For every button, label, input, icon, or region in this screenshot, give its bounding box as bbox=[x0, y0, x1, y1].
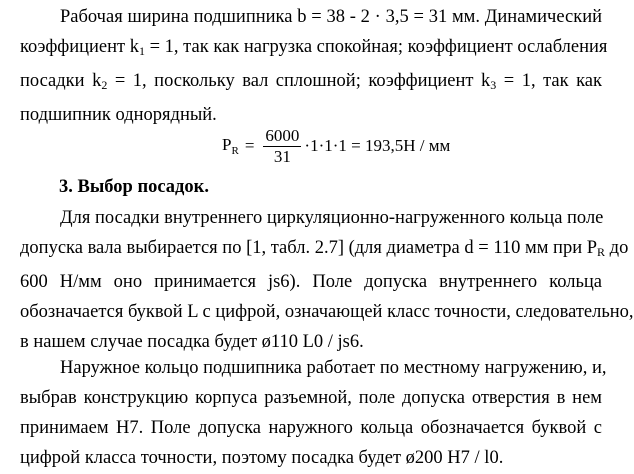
text-span: коэффициент k bbox=[20, 37, 139, 57]
text-span: = 1, поскольку вал сплошной; коэффициент k bbox=[107, 71, 491, 91]
fraction-numerator: 6000 bbox=[265, 125, 300, 145]
text-line bbox=[20, 353, 607, 383]
text-span: выбрав конструкцию корпуса разъемной, поле допуска отверстия в нем bbox=[20, 388, 602, 408]
text-span: цифрой класса точности, поэтому посадка будет ø200 Н7 / l0. bbox=[20, 448, 504, 468]
text-span: в нашем случае посадка будет ø110 L0 / js6. bbox=[20, 332, 364, 352]
formula-rest: ·1·1·1 = 193,5Н / мм bbox=[304, 136, 451, 155]
text-span: допуска вала выбирается по [1, табл. 2.7] (для диаметра d = 110 мм при P bbox=[20, 238, 598, 258]
paragraph-bearing-width bbox=[20, 2, 608, 130]
text-span: = 1, так как bbox=[496, 71, 603, 91]
text-line bbox=[20, 2, 602, 32]
text-line bbox=[20, 233, 629, 267]
text-span: до bbox=[605, 238, 629, 258]
text-line bbox=[20, 443, 602, 473]
text-line bbox=[20, 267, 602, 297]
text-span: обозначается буквой L с цифрой, означающей класс точности, следовательно, bbox=[20, 302, 634, 322]
text-line bbox=[20, 297, 634, 327]
paragraph-inner-ring bbox=[20, 203, 634, 357]
formula-symbol: P bbox=[222, 135, 232, 154]
text-line bbox=[20, 32, 608, 66]
text-line bbox=[20, 413, 602, 443]
paragraph-outer-ring bbox=[20, 353, 607, 473]
subscript: 3 bbox=[490, 78, 497, 92]
formula-equals: = bbox=[244, 136, 255, 155]
fraction-denominator: 31 bbox=[273, 146, 291, 166]
text-span: Для посадки внутреннего циркуляционно-нагруженного кольца поле bbox=[60, 208, 604, 228]
text-span: Рабочая ширина подшипника b = 38 - 2 · 3,5 = 31 мм. Динамический bbox=[60, 7, 602, 27]
subscript: 1 bbox=[139, 44, 145, 58]
text-line bbox=[20, 66, 602, 100]
subscript: R bbox=[597, 245, 606, 259]
subscript: 2 bbox=[101, 78, 108, 92]
text-span: подшипник однорядный. bbox=[20, 105, 217, 125]
load-formula bbox=[222, 118, 450, 174]
text-span: принимаем Н7. Поле допуска наружного кольца обозначается буквой с bbox=[20, 418, 602, 438]
text-span: = 1, так как нагрузка спокойная; коэффициент ослабления bbox=[145, 37, 608, 57]
formula-lhs bbox=[222, 135, 239, 157]
text-span: Наружное кольцо подшипника работает по местному нагружению, и, bbox=[60, 358, 607, 378]
formula-subscript: R bbox=[231, 145, 239, 157]
text-line bbox=[20, 383, 602, 413]
section-heading: 3. Выбор посадок. bbox=[59, 177, 209, 197]
text-span: 600 Н/мм оно принимается js6). Поле допуска внутреннего кольца bbox=[20, 272, 602, 292]
text-line bbox=[20, 203, 602, 233]
formula-fraction bbox=[263, 126, 301, 167]
text-span: посадки k bbox=[20, 71, 102, 91]
